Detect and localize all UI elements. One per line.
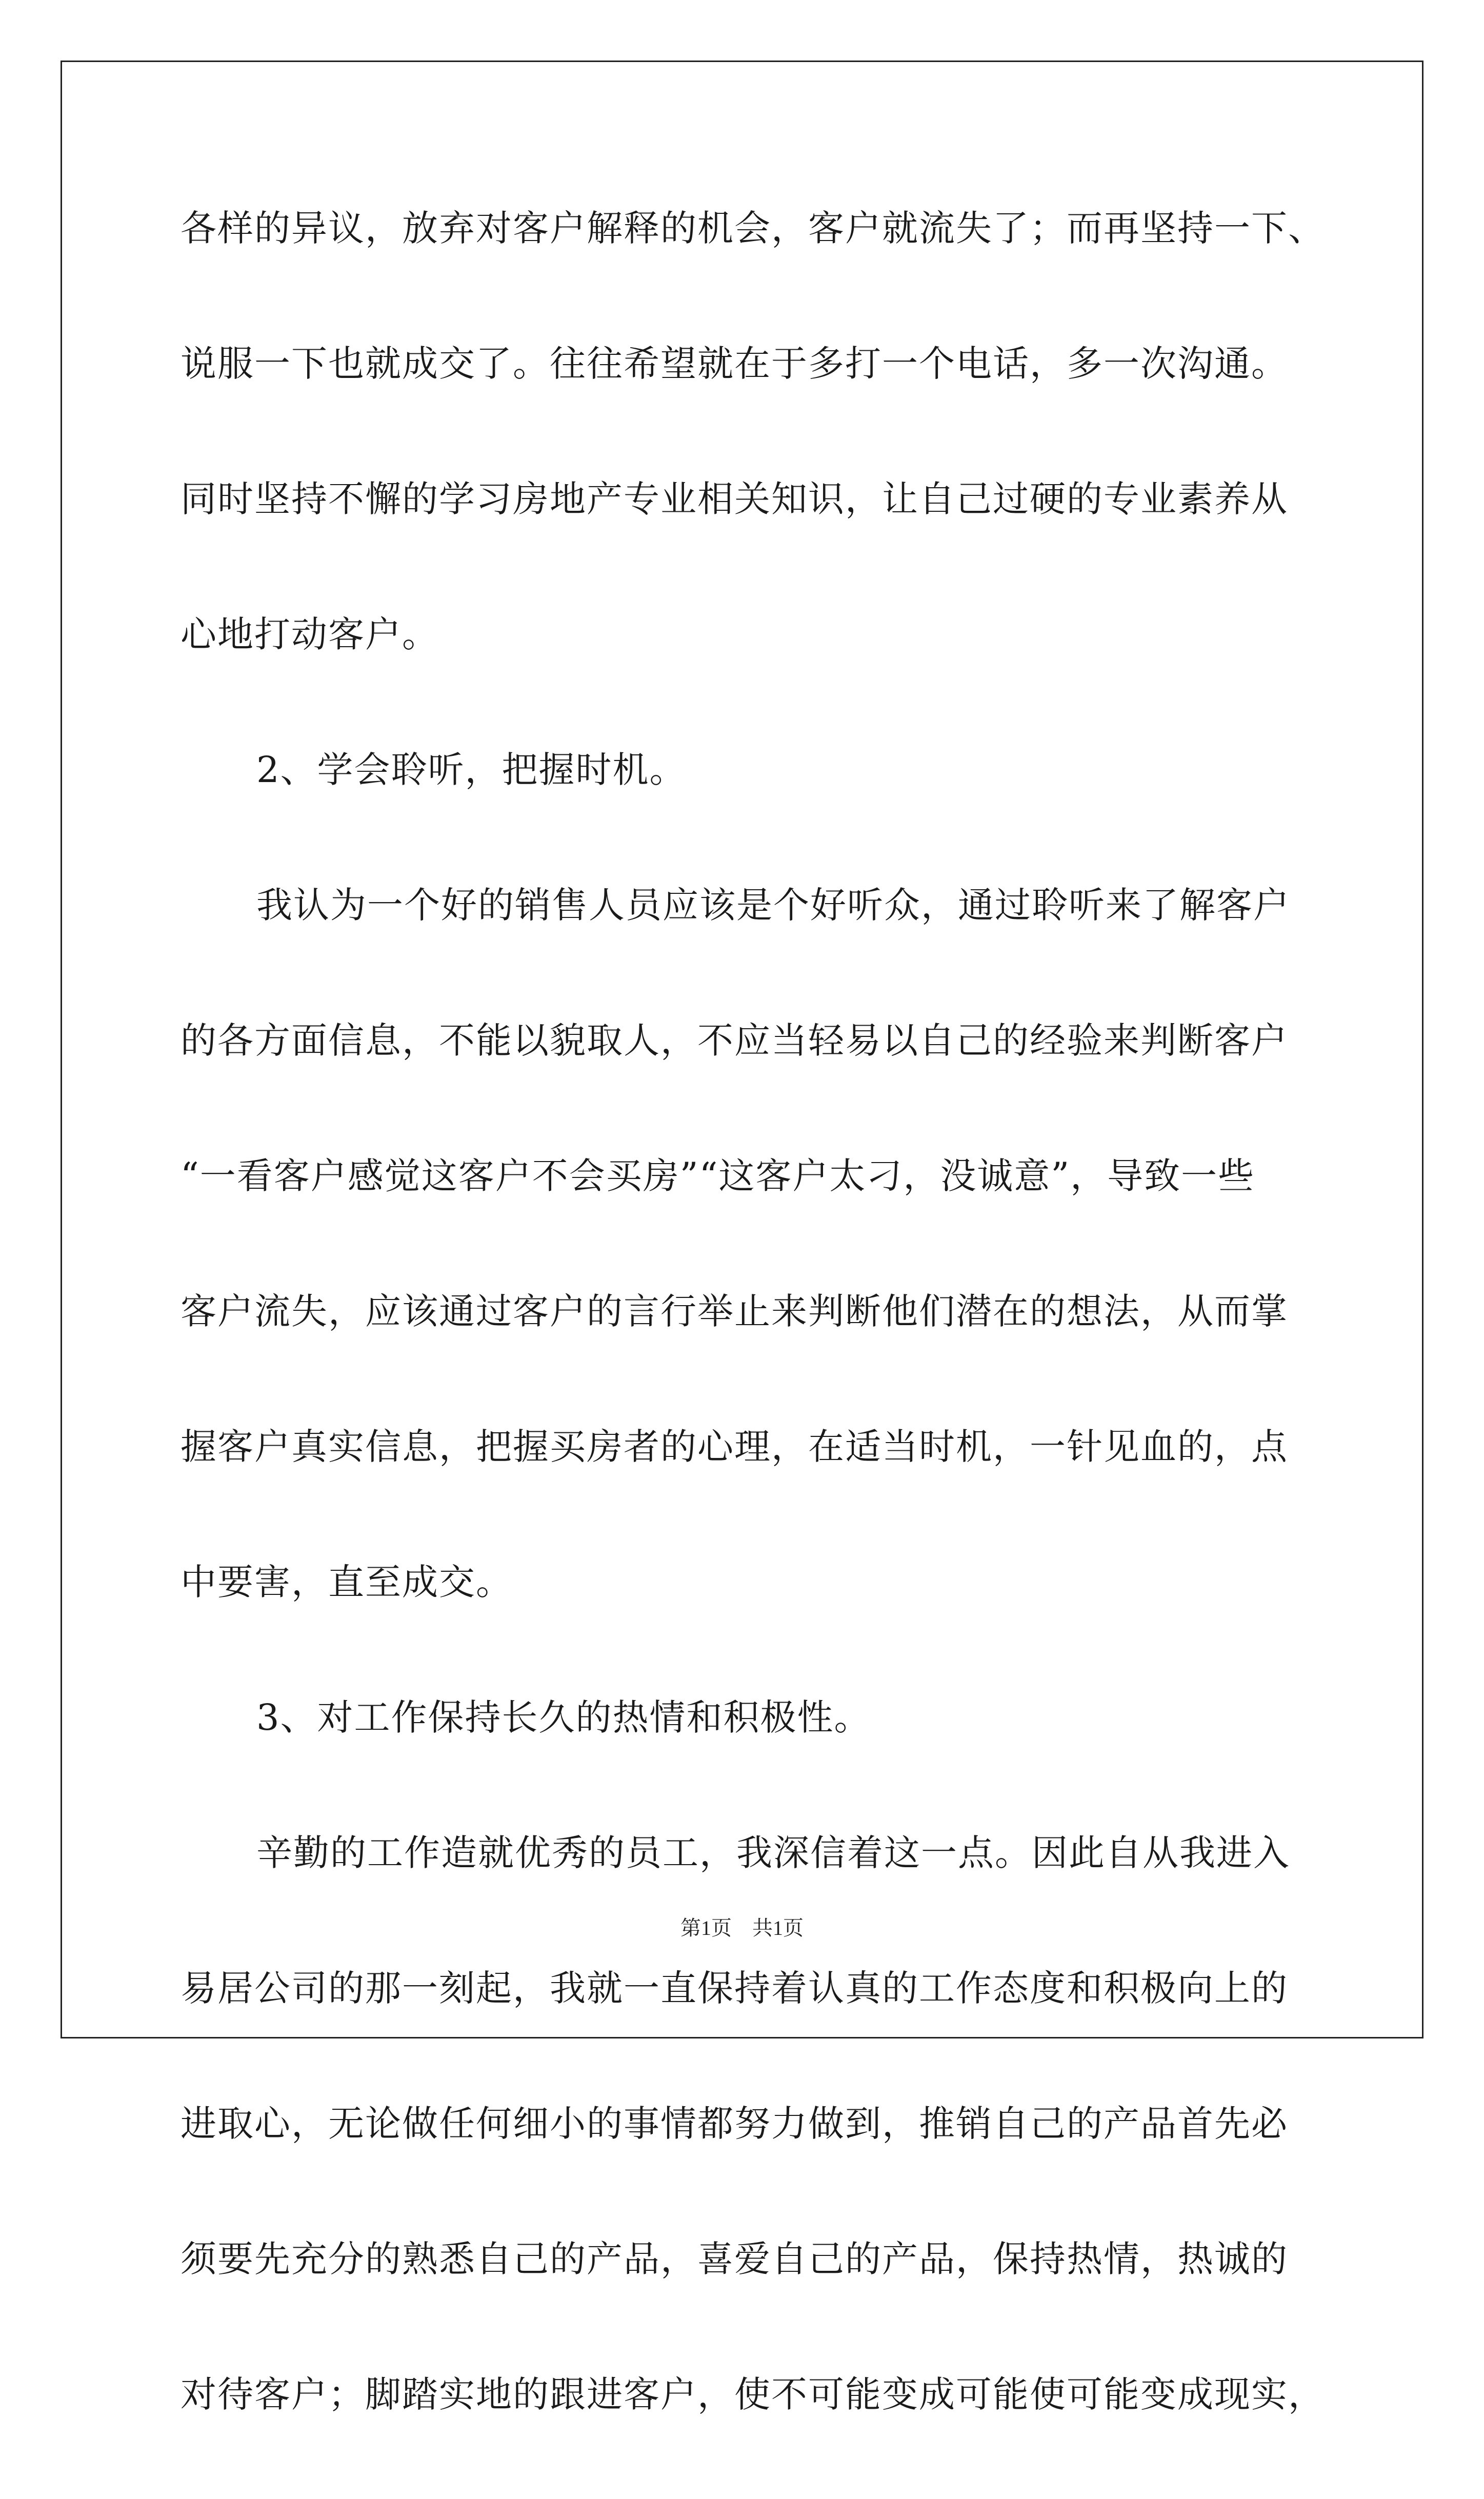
text-line: 心地打动客户。 [181, 613, 439, 655]
text-line: 中要害，直至成交。 [181, 1561, 513, 1603]
document-body [181, 197, 1324, 2499]
paragraph-first-line: 我认为一个好的销售人员应该是个好听众，通过聆听来了解客户 [256, 884, 1290, 926]
text-line: 客户流失，应该通过客户的言行举止来判断他们潜在的想法，从而掌 [181, 1290, 1288, 1332]
text-line: 对待客户；脚踏实地的跟进客户，使不可能变成可能使可能变成现实， [181, 2373, 1325, 2415]
text-line: 易居公司的那一刻起，我就一直保持着认真的工作态度和积极向上的 [181, 1967, 1288, 2009]
paragraph-first-line: 辛勤的工作造就优秀的员工，我深信着这一点。因此自从我进入 [256, 1832, 1290, 1874]
text-line: 说服一下也就成交了。往往希望就在于多打一个电话，多一次沟通。 [181, 343, 1288, 385]
section-heading: 2、学会聆听，把握时机。 [256, 749, 687, 791]
page-number-footer: 第1页 共1页 [680, 1916, 804, 1940]
text-line: “一看客户感觉这客户不会买房”“这客户太刁，没诚意”，导致一些 [181, 1155, 1255, 1197]
text-line: 各样的异议，放弃对客户解释的机会，客户就流失了；而再坚持一下、 [181, 207, 1325, 249]
section-heading: 3、对工作保持长久的热情和积极性。 [256, 1696, 871, 1738]
text-line: 进取心，无论做任何细小的事情都努力做到，推销自己的产品首先必 [181, 2103, 1288, 2145]
text-line: 同时坚持不懈的学习房地产专业相关知识，让自己过硬的专业素养从 [181, 478, 1288, 520]
text-line: 须要先充分的熟悉自己的产品，喜爱自己的产品，保持热情，热诚的 [181, 2238, 1288, 2280]
text-line: 的各方面信息，不能以貌取人，不应当轻易以自己的经验来判断客户 [181, 1019, 1288, 1062]
text-line: 握客户真实信息，把握买房者的心理，在适当时机，一针见血的，点 [181, 1426, 1288, 1468]
